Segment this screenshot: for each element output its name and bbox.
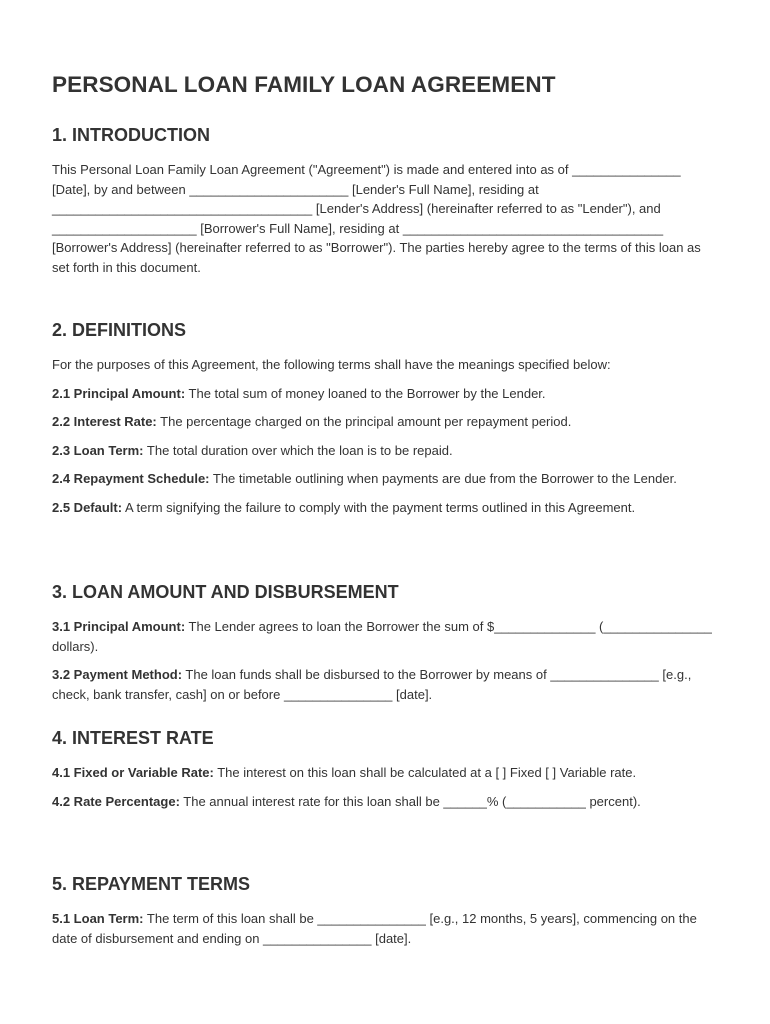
section-heading: 2. DEFINITIONS — [52, 320, 187, 340]
definition-text: The percentage charged on the principal amount per repayment period. — [156, 414, 572, 429]
clause-text: The interest on this loan shall be calculated at a [ ] Fixed [ ] Variable rate. — [213, 765, 637, 780]
clause-item — [52, 617, 720, 656]
definition-term: 2.1 Principal Amount: — [52, 385, 186, 401]
section-definitions — [52, 319, 720, 526]
section-heading: 3. LOAN AMOUNT AND DISBURSEMENT — [52, 582, 399, 602]
section-heading: 4. INTEREST RATE — [52, 728, 214, 748]
definition-item — [52, 441, 720, 461]
section-loan-amount — [52, 581, 720, 713]
clause-term: 4.2 Rate Percentage: — [52, 793, 180, 809]
section-introduction — [52, 124, 720, 286]
section-heading: 5. REPAYMENT TERMS — [52, 874, 251, 894]
definition-item — [52, 384, 720, 404]
definition-text: The total sum of money loaned to the Borrower by the Lender. — [185, 385, 546, 401]
clause-term: 5.1 Loan Term: — [52, 911, 144, 926]
clause-term: 4.1 Fixed or Variable Rate: — [52, 765, 214, 780]
document-title: PERSONAL LOAN FAMILY LOAN AGREEMENT — [52, 72, 556, 97]
definition-item — [52, 412, 720, 432]
definition-term: 2.4 Repayment Schedule: — [52, 471, 210, 486]
clause-term: 3.1 Principal Amount: — [52, 619, 186, 634]
clause-term: 3.2 Payment Method: — [52, 667, 183, 682]
definition-item — [52, 469, 720, 489]
clause-item — [52, 763, 720, 783]
clause-item — [52, 665, 720, 704]
definition-term: 2.3 Loan Term: — [52, 442, 144, 458]
section-heading: 1. INTRODUCTION — [52, 125, 211, 145]
definition-item — [52, 498, 720, 518]
definition-text: A term signifying the failure to comply with the payment terms outlined in this Agreement. — [122, 499, 636, 515]
definitions-intro: For the purposes of this Agreement, the following terms shall have the meanings specified below: — [52, 357, 611, 372]
introduction-paragraph: This Personal Loan Family Loan Agreement ("Agreement") is made and entered into as of _______________ [Date], by and between ______________________ [Lender's Full Name], residing at ____________________________________ [Lender's Address] (hereinafter referred to as "Lender"), and ____________________ [Borrower's Full Name], residing at ____________________________________ [Borrower's Address] (hereinafter referred to as "Borrower"). The parties hereby agree to the terms of this loan as set forth in this document. — [52, 162, 701, 275]
clause-item — [52, 792, 720, 812]
clause-text: The Lender agrees to loan the Borrower the sum of $______________ (_______________ dollars). — [52, 619, 712, 654]
definition-term: 2.2 Interest Rate: — [52, 414, 157, 429]
section-interest-rate — [52, 727, 720, 820]
clause-text: The loan funds shall be disbursed to the Borrower by means of _______________ [e.g., check, bank transfer, cash] on or before _______________ [date]. — [52, 667, 692, 702]
section-repayment-terms — [52, 873, 720, 957]
clause-item — [52, 909, 720, 948]
clause-text: The annual interest rate for this loan shall be ______% (___________ percent). — [179, 793, 641, 809]
clause-text: The term of this loan shall be _______________ [e.g., 12 months, 5 years], commencing on the date of disbursement and ending on _______________ [date]. — [52, 911, 697, 946]
definition-text: The total duration over which the loan is to be repaid. — [143, 442, 453, 458]
definition-text: The timetable outlining when payments are due from the Borrower to the Lender. — [209, 471, 677, 486]
definition-term: 2.5 Default: — [52, 499, 123, 515]
